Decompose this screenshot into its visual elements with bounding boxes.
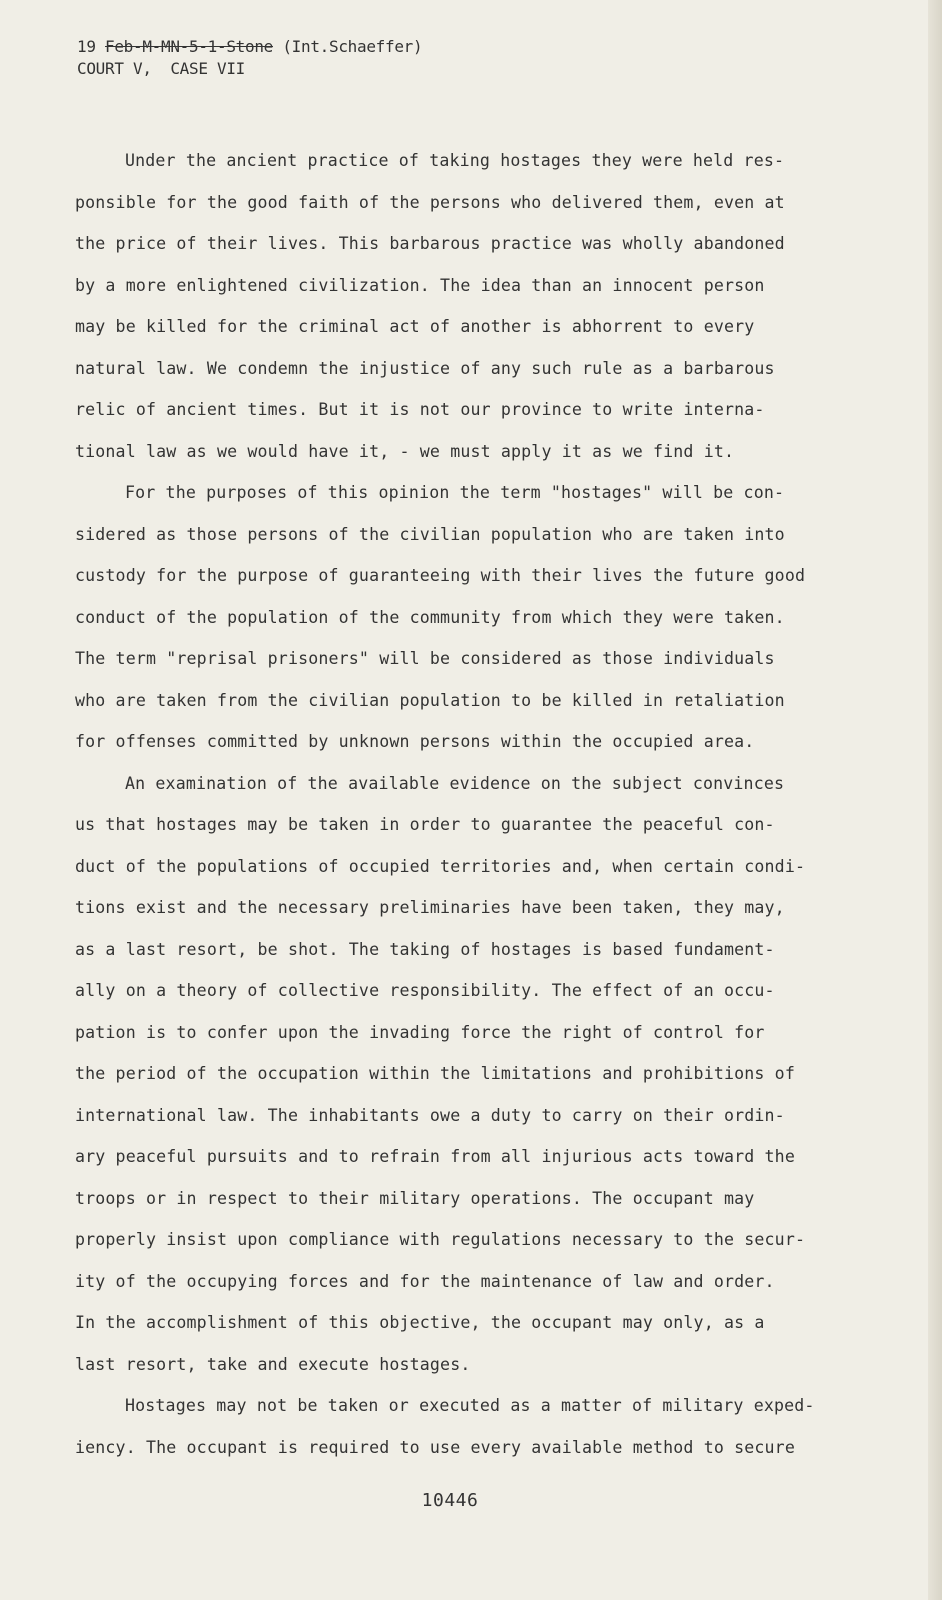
text-line: duct of the populations of occupied territories and, when certain condi- [75,856,806,876]
text-line: for offenses committed by unknown persons within the occupied area. [75,732,755,751]
text-line: may be killed for the criminal act of another is abhorrent to every [75,317,755,336]
text-line: us that hostages may be taken in order to guarantee the peaceful con- [75,815,775,834]
text-line: tional law as we would have it, - we must apply it as we find it. [75,441,735,461]
header-court-case: COURT V, CASE VII [77,59,245,78]
text-line: The term "reprisal prisoners" will be considered as those individuals [75,649,775,668]
text-line: tions exist and the necessary preliminaries have been taken, they may, [75,898,785,917]
text-line: properly insist upon compliance with regulations necessary to the secur- [75,1230,806,1249]
page-edge [928,0,942,1600]
text-line: last resort, take and execute hostages. [75,1354,471,1374]
text-line: relic of ancient times. But it is not our province to write interna- [75,400,765,419]
text-line: ponsible for the good faith of the persons who delivered them, even at [75,192,785,212]
text-line: who are taken from the civilian population to be killed in retaliation [75,690,785,710]
text-line: custody for the purpose of guaranteeing with their lives the future good [75,566,806,585]
text-line: For the purposes of this opinion the term "hostages" will be con- [125,483,785,502]
document-header [77,36,422,80]
page-number: 10446 [421,1490,479,1511]
text-line: international law. The inhabitants owe a duty to carry on their ordin- [75,1105,785,1125]
header-date: 19 [77,37,105,56]
text-line: as a last resort, be shot. The taking of hostages is based fundament- [75,939,775,959]
paragraph-1 [75,140,835,472]
paragraph-3 [75,763,835,1386]
text-line: natural law. We condemn the injustice of any such rule as a barbarous [75,358,775,378]
text-line: iency. The occupant is required to use every available method to secure [75,1437,795,1457]
text-line: troops or in respect to their military operations. The occupant may [75,1188,755,1208]
paragraph-4 [75,1385,835,1468]
text-line: Under the ancient practice of taking hostages they were held res- [125,151,785,170]
text-line: the price of their lives. This barbarous practice was wholly abandoned [75,234,785,253]
text-line: ary peaceful pursuits and to refrain from all injurious acts toward the [75,1147,795,1166]
paragraph-2 [75,472,835,763]
text-line: conduct of the population of the community from which they were taken. [75,607,785,627]
text-line: the period of the occupation within the limitations and prohibitions of [75,1064,795,1083]
header-interpreter: (Int.Schaeffer) [273,37,423,56]
text-line: ally on a theory of collective responsibility. The effect of an occu- [75,981,775,1000]
text-line: sidered as those persons of the civilian population who are taken into [75,524,785,544]
text-line: pation is to confer upon the invading force the right of control for [75,1022,765,1042]
document-body [75,140,835,1468]
header-struck-reference: Feb-M-MN-5-1-Stone [105,37,273,56]
text-line: An examination of the available evidence on the subject convinces [125,773,785,793]
text-line: In the accomplishment of this objective, the occupant may only, as a [75,1313,765,1332]
text-line: Hostages may not be taken or executed as a matter of military exped- [125,1396,815,1415]
text-line: ity of the occupying forces and for the maintenance of law and order. [75,1271,775,1291]
text-line: by a more enlightened civilization. The idea than an innocent person [75,275,765,295]
